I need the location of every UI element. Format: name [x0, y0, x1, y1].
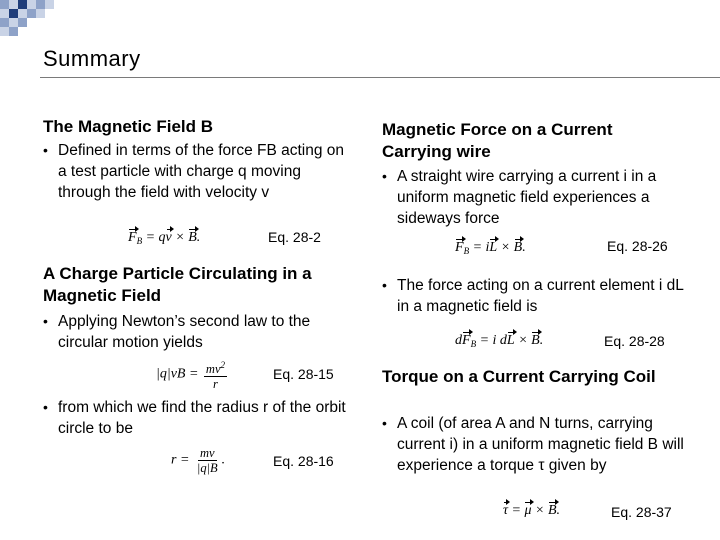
bullet-current-element: • The force acting on a current element i dL in a magnetic field is — [382, 277, 684, 315]
heading-force-on-wire: Magnetic Force on a Current Carrying wire — [382, 120, 613, 161]
slide-title: Summary — [43, 46, 141, 71]
bullet-icon: • — [43, 399, 48, 415]
decorative-corner-squares — [0, 0, 60, 40]
equation-28-15: |q|vB = $\frac{mv^2}{r}$ — [156, 360, 225, 391]
eq-label-28-2: Eq. 28-2 — [268, 229, 321, 245]
bullet-orbit-radius: • from which we find the radius r of the orbit circle to be — [43, 399, 346, 437]
equation-28-37: τ = μ × B. — [503, 503, 561, 518]
eq-label-28-16: Eq. 28-16 — [273, 453, 334, 469]
bullet-newtons-law: • Applying Newton’s second law to the circular motion yields — [43, 313, 311, 351]
eq-label-28-26: Eq. 28-26 — [607, 238, 668, 254]
equation-28-26: $F_B$ = iL × B. — [455, 240, 526, 256]
bullet-force-definition: • Defined in terms of the force FB acting on a test particle with charge q moving through the field with velocity v — [43, 142, 345, 201]
bullet-icon: • — [382, 277, 387, 293]
eq-label-28-15: Eq. 28-15 — [273, 366, 334, 382]
equation-28-2: $F_B$ = qv × B. — [128, 230, 201, 246]
bullet-icon: • — [43, 142, 48, 158]
eq-label-28-37: Eq. 28-37 — [611, 504, 672, 520]
title-divider — [40, 77, 720, 78]
bullet-coil-torque: • A coil (of area A and N turns, carrying current i) in a uniform magnetic field B will experience a torque τ given by — [382, 415, 684, 474]
bullet-icon: • — [43, 313, 48, 329]
eq-label-28-28: Eq. 28-28 — [604, 333, 665, 349]
equation-28-16: r = $\frac{mv}{|q|B}$ . — [171, 446, 226, 475]
heading-magnetic-field: The Magnetic Field B — [43, 117, 214, 136]
bullet-icon: • — [382, 415, 387, 431]
bullet-icon: • — [382, 168, 387, 184]
equation-28-28: $dF_B = i$ dL × B. — [455, 333, 544, 349]
bullet-straight-wire: • A straight wire carrying a current i in a uniform magnetic field experiences a sideways force — [382, 168, 657, 227]
heading-torque-on-coil: Torque on a Current Carrying Coil — [382, 367, 656, 386]
heading-charge-circulating: A Charge Particle Circulating in a Magnetic Field — [43, 264, 312, 305]
